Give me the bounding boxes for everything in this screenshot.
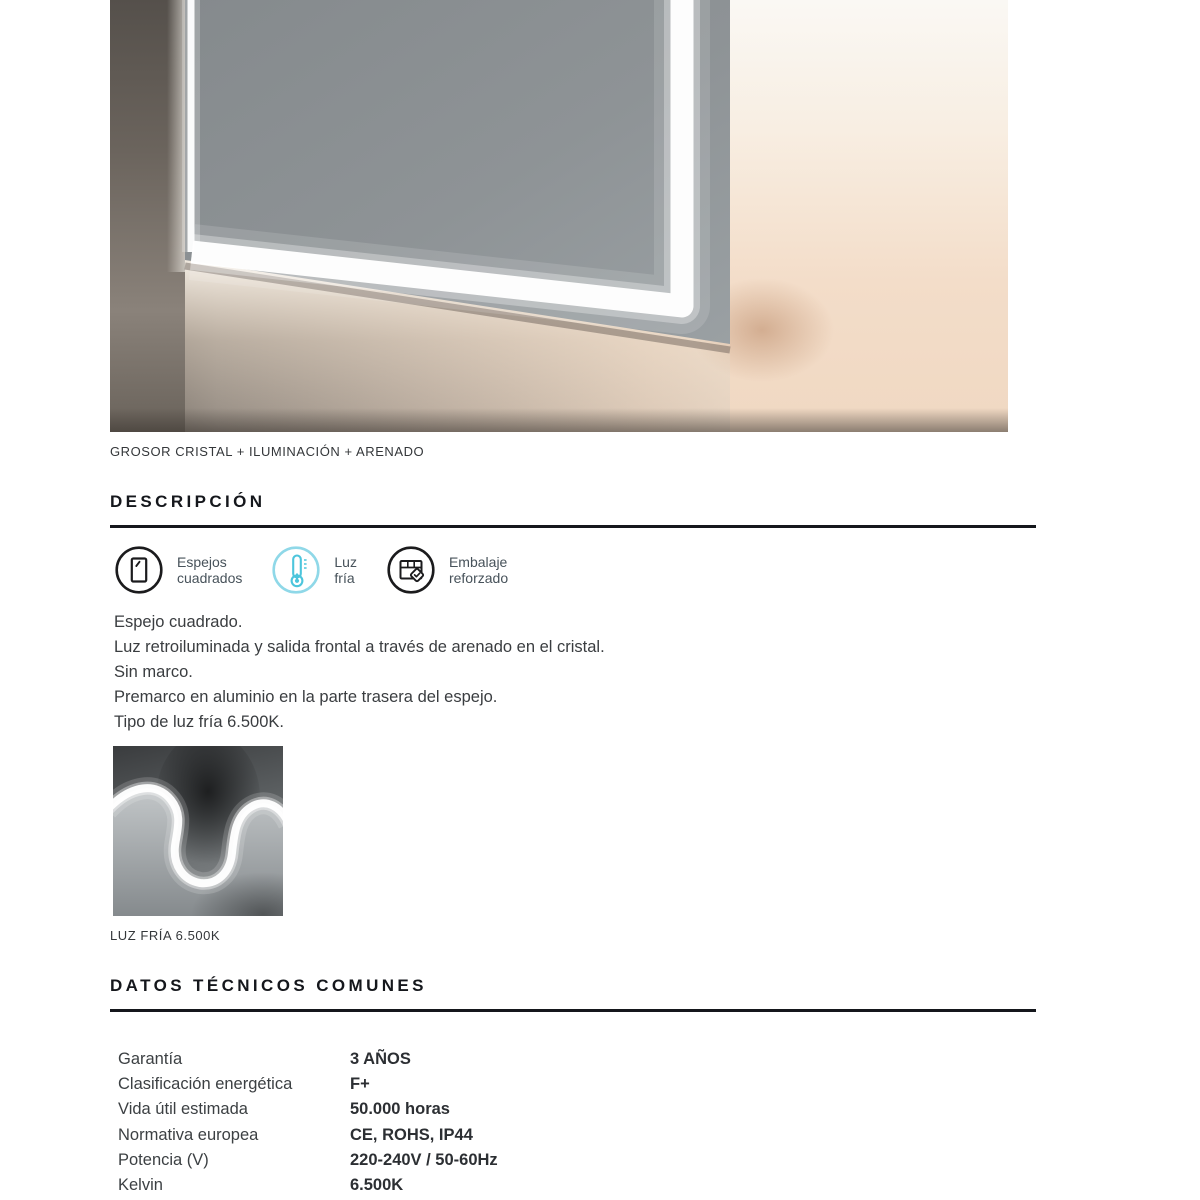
feature-label: Espejos cuadrados: [177, 554, 243, 586]
spec-label: Vida útil estimada: [118, 1100, 248, 1119]
spec-row-lifetime: [118, 1097, 1036, 1122]
description-text: [110, 610, 1036, 735]
reinforced-package-icon: [386, 545, 436, 595]
feature-cold-light: [271, 545, 357, 595]
spec-row-warranty: [118, 1047, 1036, 1072]
description-line: Premarco en aluminio en la parte trasera del espejo.: [114, 688, 498, 706]
technical-heading: DATOS TÉCNICOS COMUNES: [110, 976, 427, 995]
spec-row-power: [118, 1148, 1036, 1173]
square-mirror-icon: [114, 545, 164, 595]
description-line: Luz retroiluminada y salida frontal a través de arenado en el cristal.: [114, 638, 605, 656]
hero-caption: GROSOR CRISTAL + ILUMINACIÓN + ARENADO: [110, 444, 425, 459]
description-line: Sin marco.: [114, 663, 193, 681]
spec-row-kelvin: [118, 1173, 1036, 1198]
spec-value: 220-240V / 50-60Hz: [350, 1150, 498, 1169]
feature-reinforced-packaging: [386, 545, 508, 595]
feature-label: Embalaje reforzado: [448, 554, 509, 586]
thermometer-cold-icon: [271, 545, 321, 595]
spec-value: 6.500K: [350, 1176, 404, 1195]
description-heading: DESCRIPCIÓN: [110, 492, 266, 511]
feature-label: Luz fría: [334, 554, 357, 586]
technical-data-table: [110, 1047, 1036, 1198]
spec-value: F+: [350, 1075, 370, 1094]
description-line: Espejo cuadrado.: [114, 613, 243, 631]
description-rule: [110, 525, 1036, 528]
spec-label: Potencia (V): [118, 1150, 209, 1169]
spec-label: Clasificación energética: [118, 1075, 293, 1094]
content-column: [110, 0, 1036, 1198]
hero-photo: [110, 0, 1008, 432]
spec-value: 3 AÑOS: [350, 1050, 411, 1068]
spec-row-regulations: [118, 1123, 1036, 1148]
spec-label: Garantía: [118, 1050, 183, 1068]
led-detail-photo: [113, 746, 283, 916]
feature-square-mirrors: [114, 545, 242, 595]
led-strip-illustration: [113, 746, 283, 916]
mirror-photo-illustration: [110, 0, 1008, 432]
spec-label: Kelvin: [118, 1176, 163, 1195]
spec-value: CE, ROHS, IP44: [350, 1125, 473, 1144]
technical-rule: [110, 1009, 1036, 1012]
spec-value: 50.000 horas: [350, 1100, 450, 1119]
detail-caption: LUZ FRÍA 6.500K: [110, 928, 221, 943]
spec-label: Normativa europea: [118, 1125, 259, 1144]
spec-row-energy-class: [118, 1072, 1036, 1097]
description-line: Tipo de luz fría 6.500K.: [114, 713, 284, 731]
feature-badges: [110, 545, 1036, 595]
